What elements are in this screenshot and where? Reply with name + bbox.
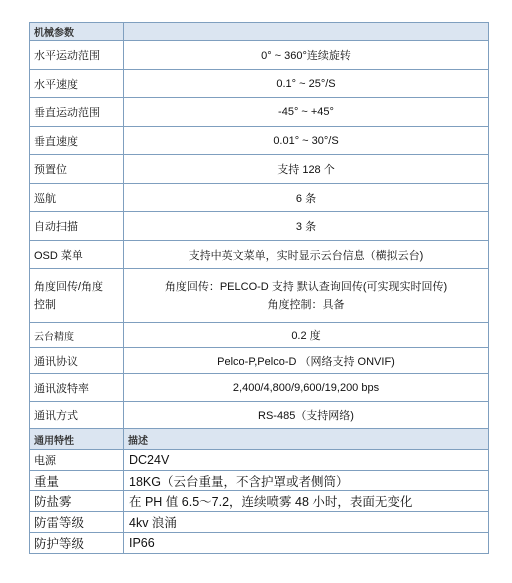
row-label: 巡航 xyxy=(30,184,124,212)
row-value-line: 角度控制：具备 xyxy=(267,298,345,311)
row-value: DC24V xyxy=(124,450,489,471)
row-value: 3 条 xyxy=(124,212,489,241)
row-label: 自动扫描 xyxy=(30,212,124,241)
row-value: 4kv 浪涌 xyxy=(124,512,489,533)
row-label: 电源 xyxy=(30,450,124,471)
row-value-line: 角度回传：PELCO-D 支持 默认查询回传(可实现实时回传) xyxy=(164,280,448,293)
row-value: 6 条 xyxy=(124,184,489,212)
row-value: -45° ~ +45° xyxy=(124,98,489,127)
table-row xyxy=(30,450,489,471)
row-label: 垂直速度 xyxy=(30,127,124,155)
row-label: 预置位 xyxy=(30,155,124,184)
section-title-general: 通用特性 xyxy=(30,429,124,450)
row-label: 防护等级 xyxy=(30,533,124,554)
row-label xyxy=(30,269,124,323)
row-value: 支持中英文菜单，实时显示云台信息（横拟云台) xyxy=(124,241,489,269)
table-row xyxy=(30,212,489,241)
row-label: 重量 xyxy=(30,471,124,491)
row-label-line: 控制 xyxy=(34,298,56,311)
row-value: 2,400/4,800/9,600/19,200 bps xyxy=(124,374,489,402)
section-title-mechanical: 机械参数 xyxy=(30,23,124,41)
table-row xyxy=(30,374,489,402)
table-row xyxy=(30,471,489,491)
table-row xyxy=(30,348,489,374)
table-row xyxy=(30,184,489,212)
row-value: 0.1° ~ 25°/S xyxy=(124,70,489,98)
row-label-line: 角度回传/角度 xyxy=(34,280,104,293)
table-row xyxy=(30,127,489,155)
row-value: 0.01° ~ 30°/S xyxy=(124,127,489,155)
row-label: 垂直运动范围 xyxy=(30,98,124,127)
row-label: 防盐雾 xyxy=(30,491,124,512)
row-value: 0° ~ 360°连续旋转 xyxy=(124,41,489,70)
row-label: 水平速度 xyxy=(30,70,124,98)
table-row xyxy=(30,402,489,429)
section-header-mechanical xyxy=(30,23,489,41)
row-value: 支持 128 个 xyxy=(124,155,489,184)
table-row xyxy=(30,512,489,533)
table-row xyxy=(30,491,489,512)
table-row xyxy=(30,98,489,127)
row-value: 0.2 度 xyxy=(124,323,489,348)
row-label: 防雷等级 xyxy=(30,512,124,533)
section-header-general xyxy=(30,429,489,450)
table-row xyxy=(30,323,489,348)
row-value: RS-485（支持网络) xyxy=(124,402,489,429)
row-label: 云台精度 xyxy=(30,323,124,348)
section-header-blank xyxy=(124,23,489,41)
row-label: OSD 菜单 xyxy=(30,241,124,269)
table-row xyxy=(30,70,489,98)
row-value: 在 PH 值 6.5～7.2，连续喷雾 48 小时，表面无变化 xyxy=(124,491,489,512)
row-value: Pelco-P,Pelco-D （网络支持 ONVIF) xyxy=(124,348,489,374)
spec-table xyxy=(29,22,489,554)
table-row xyxy=(30,533,489,554)
row-label: 通讯方式 xyxy=(30,402,124,429)
row-value: 18KG（云台重量，不含护罩或者侧筒） xyxy=(124,471,489,491)
table-row xyxy=(30,269,489,323)
table-row xyxy=(30,241,489,269)
table-row xyxy=(30,155,489,184)
row-label: 通讯协议 xyxy=(30,348,124,374)
table-row xyxy=(30,41,489,70)
row-label: 通讯波特率 xyxy=(30,374,124,402)
row-label: 水平运动范围 xyxy=(30,41,124,70)
section-title-description: 描述 xyxy=(124,429,489,450)
row-value xyxy=(124,269,489,323)
row-value: IP66 xyxy=(124,533,489,554)
